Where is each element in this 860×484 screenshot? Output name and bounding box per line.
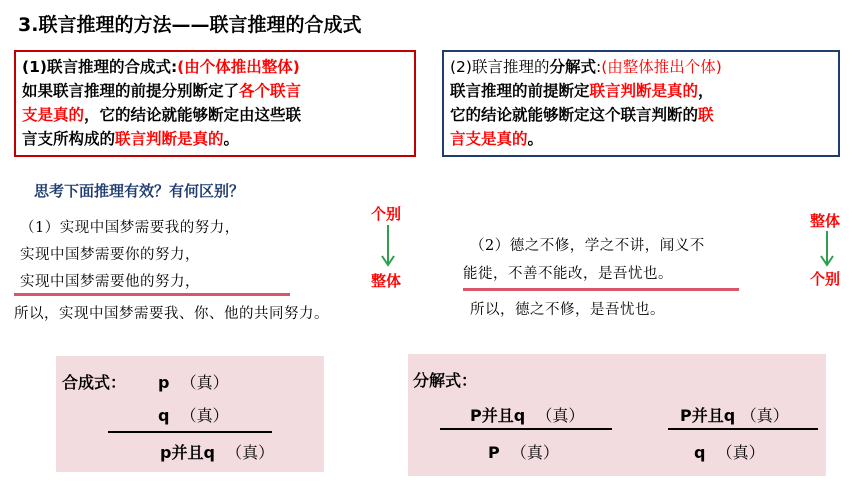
synthesis-def-text: 。 [223,130,240,148]
decomposition-form-label: 分解式： [413,371,478,390]
synthesis-def-line-3 [22,127,408,151]
synthesis-conclusion [160,440,274,463]
decomposition-conclusion-2 [694,440,765,463]
synthesis-heading-line [22,55,408,79]
decomposition-inference-line-1 [440,428,612,430]
decomposition-premise-2 [680,403,789,426]
synthesis-def-highlight: 联言判断是真的 [115,130,224,148]
synthesis-form-label: 合成式： [62,373,127,392]
decomposition-premise-2-expr: P并且q [680,406,736,425]
synthesis-conclusion-expr: p并且q [160,443,215,462]
synthesis-premise-p [158,370,229,393]
decomposition-heading-note: (由整体推出个体) [601,58,722,76]
synthesis-premise-q [158,403,229,426]
decomposition-def-highlight: 联 [698,106,714,124]
decomposition-heading-line [450,55,832,79]
think-question: 思考下面推理有效？有何区别？ [34,182,245,200]
synthesis-definition-box [14,50,416,157]
decomposition-premise-1-true: （真） [536,406,585,425]
synthesis-conclusion-true: （真） [226,443,275,462]
down-arrow-icon [378,223,398,269]
decomposition-def-highlight: 言支是真的 [450,130,528,148]
decomposition-conclusion-2-true: （真） [716,443,765,462]
synthesis-p-true: （真） [180,373,229,392]
synthesis-def-highlight: 各个联言 [239,82,302,100]
synthesis-inference-line [108,431,272,433]
synthesis-heading-note: (由个体推出整体) [177,58,300,76]
down-arrow-icon [817,229,837,269]
synthesis-heading: (1)联言推理的合成式: [22,58,178,76]
example1-line-2: 实现中国梦需要你的努力， [20,247,200,263]
synthesis-def-line-1 [22,79,408,103]
decomposition-premise-1 [470,403,584,426]
decomposition-def-text: 它的结论就能够断定这个联言判断的 [450,106,699,124]
decomposition-def-text: 联言推理的前提断定 [450,82,590,100]
example1-line-1: （1）实现中国梦需要我的努力， [20,220,240,236]
decomposition-conclusion-1 [488,440,559,463]
decomposition-def-text: ， [698,82,714,100]
decomposition-heading-colon: : [595,58,602,76]
example2-line-2: 能徙，不善不能改，是吾忧也。 [463,266,673,282]
example1-line-3: 实现中国梦需要他的努力， [20,274,200,290]
decomposition-heading: (2)联言推理的 [450,58,550,76]
synthesis-q-true: （真） [180,406,229,425]
decomposition-inference-line-2 [668,428,818,430]
decomposition-def-highlight: 联言判断是真的 [589,82,699,100]
synthesis-def-text: 言支所构成的 [22,130,116,148]
decomposition-premise-2-true: （真） [740,406,789,425]
decomposition-heading-bold: 分解式 [549,58,596,76]
decomposition-def-line-1 [450,79,832,103]
decomposition-conclusion-2-expr: q [694,443,706,462]
example2-line-1: （2）德之不修，学之不讲，闻义不 [470,238,705,254]
synthesis-def-text: ，它的结论就能够断定由这些联 [84,106,302,124]
example1-label-whole: 整体 [371,272,402,290]
synthesis-def-line-2 [22,103,408,127]
synthesis-p-symbol: p [158,373,170,392]
decomposition-premise-1-expr: P并且q [470,406,526,425]
synthesis-q-symbol: q [158,406,170,425]
decomposition-def-line-3 [450,127,832,151]
decomposition-conclusion-1-true: （真） [510,443,559,462]
example1-label-individual: 个别 [371,205,402,223]
decomposition-definition-box [442,50,840,157]
page-title: 3.联言推理的方法——联言推理的合成式 [18,14,362,36]
example2-divider [463,288,739,291]
synthesis-def-highlight: 支是真的 [22,106,85,124]
example1-conclusion: 所以，实现中国梦需要我、你、他的共同努力。 [14,306,329,322]
example1-divider [14,293,290,296]
example2-label-whole: 整体 [810,212,841,230]
example2-conclusion: 所以，德之不修，是吾忧也。 [470,302,665,318]
decomposition-def-text: 。 [527,130,544,148]
decomposition-def-line-2 [450,103,832,127]
synthesis-def-text: 如果联言推理的前提分别断定了 [22,82,240,100]
example2-label-individual: 个别 [810,270,841,288]
decomposition-conclusion-1-expr: P [488,443,500,462]
